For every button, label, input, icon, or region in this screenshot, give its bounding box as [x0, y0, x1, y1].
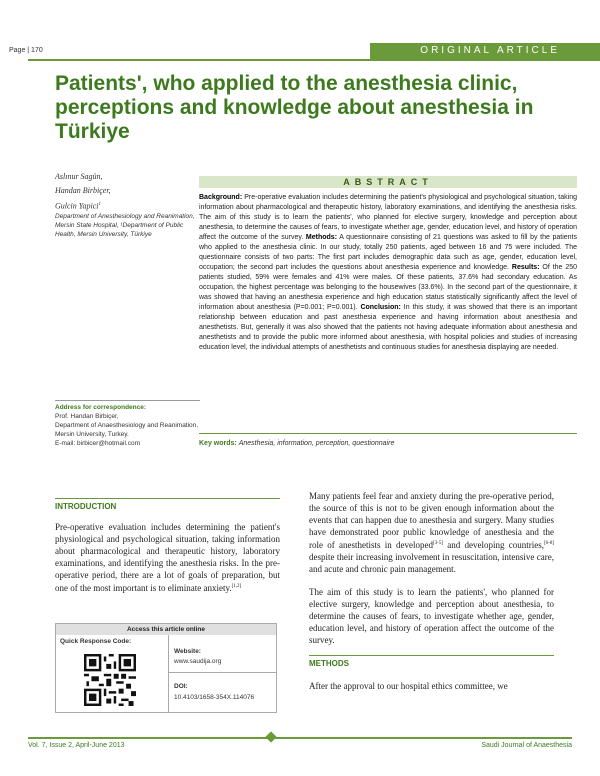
header-rule — [28, 59, 600, 61]
methods-text-start: After the approval to our hospital ethics committee, we — [309, 681, 508, 691]
footer-rule — [28, 737, 572, 739]
footer-journal: Saudi Journal of Anaesthesia — [481, 742, 572, 749]
access-title: Access this article online — [56, 624, 276, 635]
right-column — [309, 490, 554, 657]
correspondence-title: Address for correspondence: — [55, 400, 200, 412]
website-label: Website: — [174, 648, 201, 655]
correspondence-name: Prof. Handan Birbiçer, — [55, 413, 119, 420]
doi-value[interactable]: 10.4103/1658-354X.114076 — [174, 694, 255, 701]
doi-label: DOI: — [174, 683, 188, 690]
paragraph-fears: Many patients feel fear and anxiety during the pre-operative period, the source of this is not to be given enough information about the events that can happen due to anesthesia and surgery. Many studies have demonstrated poor public knowledge of anesthesia and the role of anesthetists in developed[3-5] and developing countries,[6-8] despite their increasing involvement in resuscitation, intensive care, and acute and chronic pain management. — [309, 491, 554, 574]
author-list — [55, 170, 195, 214]
citation-developed: [3-5] — [433, 541, 443, 546]
background-label: Background: — [199, 194, 243, 201]
background-text: Pre-operative evaluation includes determining the patient's physiological and psychological situation, taking information about pharmacological and therapeutic history, laboratory examinations, and identifying the anesthesia risks. The aim of this study is to learn the patients', who planned for elective surgery, knowledge and perception about anesthesia, to determine the causes of fears, to investigate whether age, gender, education level, and history of operation affect the outcome of the survey. — [199, 194, 577, 241]
box-divider-vertical — [168, 635, 169, 712]
website-link[interactable]: www.saudija.org — [174, 658, 222, 665]
article-title: Patients', who applied to the anesthesia clinic, perceptions and knowledge about anesthesia in Türkiye — [55, 72, 534, 143]
section-tag: ORIGINAL ARTICLE — [370, 43, 600, 59]
correspondence-address: Department of Anaesthesiology and Reanimation, Mersin University, Turkey. — [55, 422, 199, 438]
intro-citation: [1,2] — [231, 584, 242, 589]
introduction-heading: INTRODUCTION — [55, 498, 280, 511]
results-text: Of the 250 patients studied, 59% were females and 41% were males. Of these patients, 37.6% had secondary education. As occupation, the highest percentage was belonging to the housewives (33.6%). In the second part of the questionnaire, it was showed that having an anesthesia experience and high education status statistically significantly affect the level of information about anesthesia (P=0.001; P=0.001). — [199, 264, 577, 311]
keywords-label: Key words: — [199, 440, 237, 447]
page-number: Page | 170 — [9, 47, 43, 54]
introduction-text: Pre-operative evaluation includes determining the patient's physiological and psychological situation, taking information about pharmacological and therapeutic history, laboratory examinations, and identifying the anesthesia risks. In the pre-operative period, there are a lot of goals of preparation, but one of the most important is to eliminate anxiety.[1,2] — [55, 522, 280, 593]
methods-label: Methods: — [305, 234, 338, 241]
affiliation: Department of Anesthesiology and Reanimation, Mersin State Hospital, ¹Department of Public Health, Mersin University, Türkiye — [55, 213, 195, 238]
access-box — [55, 623, 277, 713]
keywords-value: Anesthesia, information, perception, questionnaire — [238, 440, 395, 447]
conclusion-text: In this study, it was showed that there is an important relationship between education and past anesthesia experience and having information about anesthesia and anesthetists. But, generally it was also showed that the patients not having adequate information about anesthesia and anesthetists and to provide the public more informed about anesthesia, with hospital policies and studies of increasing education level, the individual attempts of anesthetists and continuous studies for anesthesia displaying are needed. — [199, 304, 578, 351]
citation-developing: [6-8] — [544, 541, 554, 546]
author-2: Handan Birbiçer, — [55, 186, 111, 195]
methods-heading: METHODS — [309, 655, 554, 668]
keywords — [199, 440, 577, 447]
author-3-sup: 1 — [98, 202, 101, 207]
conclusion-label: Conclusion: — [360, 304, 401, 311]
qr-code-icon[interactable] — [84, 654, 136, 706]
author-3: Gulcin Yapici$^1$ — [55, 201, 101, 211]
paragraph-aim: The aim of this study is to learn the patients', who planned for elective surgery, knowledge and perception about anesthesia, to determine the causes of fears, to investigate whether age, gender, education level, and history of operation affect the outcome of the survey. — [309, 587, 554, 645]
abstract-body — [199, 193, 577, 353]
footer-issue: Vol. 7, Issue 2, April-June 2013 — [28, 742, 125, 749]
footer-diamond-icon — [265, 731, 276, 742]
abstract-heading: ABSTRACT — [199, 176, 577, 188]
box-divider-horizontal — [168, 672, 276, 673]
qr-label: Quick Response Code: — [60, 638, 132, 645]
correspondence-block — [55, 400, 200, 448]
author-1: Aslınur Sagün, — [55, 172, 103, 181]
results-label: Results: — [511, 264, 540, 271]
methods-text: A questionnaire consisting of 21 questions was asked to fill by the patients who applied to the anesthesia clinic. In our study, totally 250 patients, aged between 16 and 75 were included. The questionnaire consists of two parts: The first part includes demographic data such as age, gender, education level, occupation; the second part includes the questions about anesthesia experience and knowledge. — [199, 234, 577, 271]
keywords-rule — [199, 433, 577, 434]
correspondence-email: E-mail: birbicer@hotmail.com — [55, 440, 140, 447]
